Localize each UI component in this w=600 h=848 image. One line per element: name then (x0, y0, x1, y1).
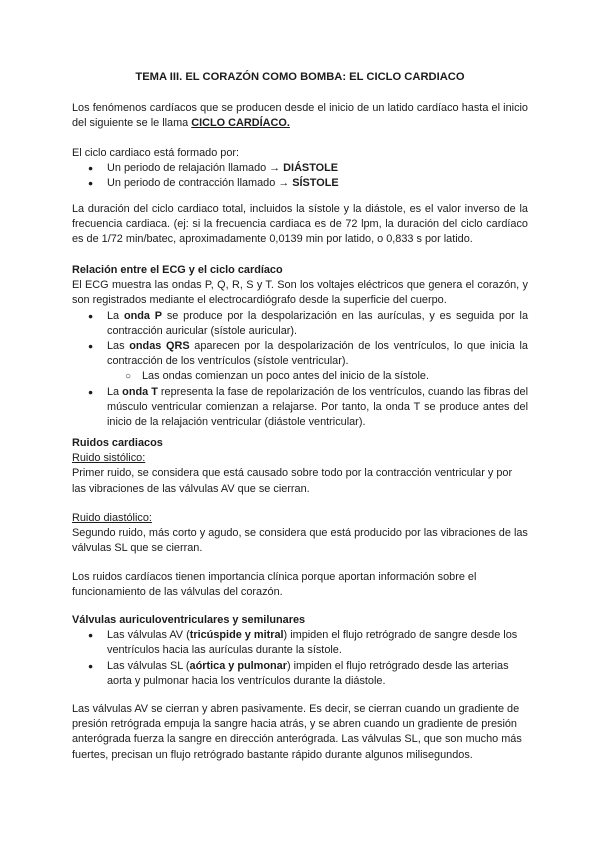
ciclo-section (72, 146, 528, 192)
text: Las (107, 340, 130, 353)
ruidos-heading: Ruidos cardiacos (72, 437, 163, 449)
list-item (72, 628, 528, 658)
text: ) impiden el flujo retrógrado desde las arterias aorta y pulmonar hacia los ventrículos durante la diástole. (107, 659, 509, 687)
list-item (72, 161, 528, 176)
ciclo-cardiaco-term: CICLO CARDÍACO. (191, 117, 290, 130)
intro-text: Los fenómenos cardíacos que se producen desde el inicio de un latido cardíaco hasta el inicio del siguiente se le llama (72, 102, 528, 130)
ciclo-lead: El ciclo cardiaco está formado por: (72, 147, 240, 159)
list-item-text: Un periodo de relajación llamado → (107, 162, 284, 175)
duracion-paragraph: La duración del ciclo cardiaco total, incluidos la sístole y la diástole, es el valor inverso de la frecuencia cardiaca. (ej: si la frecuencia cardiaca es de 72 lpm, la duración del ciclo cardíaco es de 1/72 min/batec, aproximadamente 0,0139 min por latido, o 0,833 s por latido. (72, 203, 528, 246)
list-item: ○ Las ondas comienzan un poco antes del inicio de la sístole. (106, 369, 528, 384)
ruido-diastolico-text: Segundo ruido, más corto y agudo, se considera que está producido por las vibraciones de las válvulas SL que se cierran. (72, 527, 528, 555)
list-item (72, 339, 528, 385)
ciclo-list (72, 161, 528, 191)
ecg-section (72, 263, 528, 430)
valvulas-list (72, 628, 528, 689)
list-item (72, 659, 528, 689)
text: aparecen por la despolarización de los ventrículos, lo que inicia la contracción de los ventrículos (sístole ventricular). (107, 340, 528, 368)
text: se produce por la despolarización en las aurículas, y es seguida por la contracción auricular (sístole auricular). (107, 309, 529, 337)
sistole-term: SÍSTOLE (292, 177, 339, 190)
ruido-diastolico (72, 511, 528, 557)
list-item (72, 309, 528, 339)
text: Las válvulas SL ( (107, 659, 190, 672)
valvulas-heading: Válvulas auriculoventriculares y semilunares (72, 614, 306, 626)
ecg-heading: Relación entre el ECG y el ciclo cardíaco (72, 264, 283, 276)
sl-term: aórtica y pulmonar (189, 659, 287, 672)
ecg-list (72, 309, 528, 431)
ecg-sublist (106, 369, 528, 384)
ruido-sistolico-text: Primer ruido, se considera que está causado sobre todo por la contracción ventricular y por las vibraciones de las válvulas AV que se cierran. (72, 467, 513, 495)
ecg-intro: El ECG muestra las ondas P, Q, R, S y T. Son los voltajes eléctricos que genera el corazón, y son registrados mediante el electrocardiógrafo desde la superficie del cuerpo. (72, 279, 528, 307)
text: representa la fase de repolarización de los ventrículos, cuando las fibras del músculo ventricular comienzan a relajarse. Por tanto, la onda T se produce antes del inicio de la relajación ventricular (diástole ventricular). (107, 385, 529, 429)
text: La (107, 309, 124, 322)
ruido-diastolico-label: Ruido diastólico: (72, 512, 152, 524)
ruidos-importancia: Los ruidos cardíacos tienen importancia clínica porque aportan información sobre el funcionamiento de las válvulas del corazón. (72, 571, 477, 599)
intro-paragraph (72, 101, 528, 131)
valvulas-final-paragraph: Las válvulas AV se cierran y abren pasivamente. Es decir, se cierran cuando un gradiente de presión retrógrada empuja la sangre hacia atrás, y se abren cuando un gradiente de presión anterógrada fuerza la sangre en dirección anterógrada. Las válvulas SL, que son mucho más fuertes, precisan un flujo retrógrado bastante rápido durante algunos milisegundos. (72, 703, 522, 761)
list-item (72, 176, 528, 191)
ondas-qrs-term: ondas QRS (129, 340, 190, 353)
diastole-term: DIÁSTOLE (283, 162, 339, 175)
page-title: TEMA III. EL CORAZÓN COMO BOMBA: EL CICLO CARDIACO (135, 71, 465, 83)
onda-t-term: onda T (122, 385, 158, 398)
list-item-text: Un periodo de contracción llamado → (107, 177, 293, 190)
onda-p-term: onda P (123, 309, 163, 322)
ruido-sistolico-label: Ruido sistólico: (72, 452, 146, 465)
text: La (107, 385, 123, 398)
av-term: tricúspide y mitral (189, 629, 284, 642)
list-item (72, 385, 528, 431)
ruidos-section (72, 436, 528, 497)
text: ) impiden el flujo retrógrado de sangre desde los ventrículos hacia las aurículas durante la sístole. (107, 629, 518, 657)
valvulas-section (72, 613, 528, 689)
text: Las válvulas AV ( (107, 629, 190, 642)
